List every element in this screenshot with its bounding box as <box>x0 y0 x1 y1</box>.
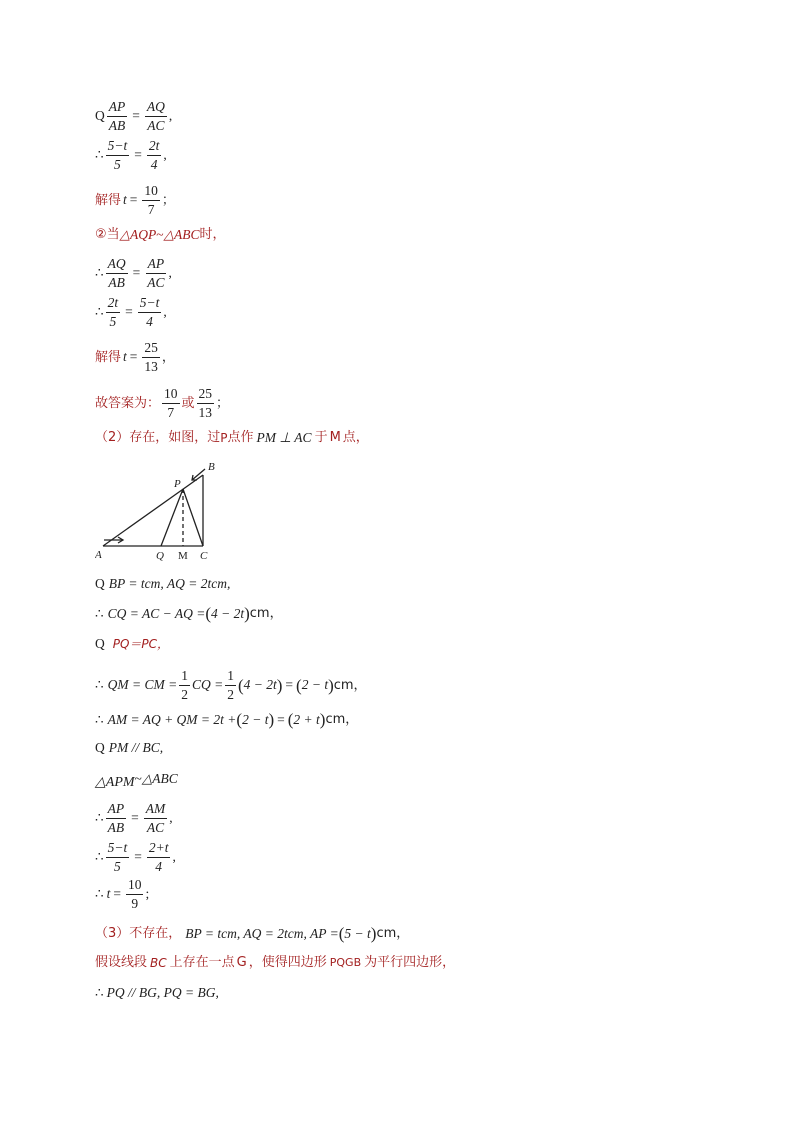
fraction: $\frac{10}{7}$ <box>164 386 178 420</box>
case-2-heading <box>95 228 226 242</box>
solution-line-2 <box>95 340 175 374</box>
equals-sign: = <box>277 711 285 727</box>
paren-expr: 2 − t <box>242 711 269 727</box>
proof-line-1 <box>95 99 172 133</box>
fraction: $\frac{2+t}{4}$ <box>148 840 169 874</box>
unit: cm， <box>376 926 410 941</box>
paren-expr: 4 − 2t <box>210 605 245 621</box>
proof-line-18 <box>95 840 176 874</box>
similar-symbol: ~ <box>156 227 164 242</box>
equals-sign: = <box>131 810 139 826</box>
because-symbol: Q <box>95 740 105 755</box>
part-3-heading: （3）不存在， BP = tcm, AQ = 2tcm, AP = ( 5 − t ) cm， <box>95 924 410 943</box>
equals-sign: = <box>129 349 138 365</box>
given-expr: BP = tcm, AQ = 2tcm, AP = <box>185 925 339 941</box>
assumption-text: 为平行四边形， <box>364 955 456 970</box>
punctuation: , <box>163 147 167 163</box>
fraction-ap-ab: $\frac{AP}{AB}$ <box>108 99 126 133</box>
fraction: $\frac{AP}{AB}$ <box>107 801 125 835</box>
part-2-text: 点作 <box>227 430 254 446</box>
or-word: 或 <box>181 395 195 411</box>
therefore-symbol: ∴ <box>95 147 104 163</box>
fraction: $\frac{10}{7}$ <box>144 183 158 217</box>
cq-expr: CQ = AC − AQ = <box>107 605 206 621</box>
because-symbol: Q <box>95 108 105 124</box>
cq-term: CQ = <box>191 677 224 693</box>
part-2-text: 点， <box>342 430 369 446</box>
proof-line-2 <box>95 138 167 172</box>
parallel-expr: PM // BC, <box>108 740 164 755</box>
punctuation: , <box>169 810 173 826</box>
unit: cm， <box>333 677 367 693</box>
therefore-symbol: ∴ <box>95 304 104 320</box>
fraction-aq-ac: $\frac{AQ}{AC}$ <box>146 99 165 133</box>
assumption-text: 假设线段 <box>95 955 148 970</box>
fraction: $\frac{5-t}{5}$ <box>107 138 128 172</box>
solution-line-1 <box>95 183 175 217</box>
variable-t: t <box>123 349 127 365</box>
fraction-half: $\frac{1}{2}$ <box>227 668 234 702</box>
punctuation: ； <box>216 395 230 411</box>
assumption-line <box>95 956 455 969</box>
proof-line-19 <box>95 877 149 911</box>
fraction-half: $\frac{1}{2}$ <box>181 668 188 702</box>
therefore-symbol: ∴ <box>95 985 104 1000</box>
punctuation: ; <box>145 886 150 902</box>
triangle-figure <box>95 458 230 566</box>
unit: cm， <box>249 606 283 621</box>
therefore-symbol: ∴ <box>95 849 104 865</box>
case-tail: 时， <box>199 227 226 243</box>
point-m: M <box>329 430 341 446</box>
point-p: P <box>220 430 228 445</box>
therefore-symbol: ∴ <box>95 265 104 281</box>
because-symbol: Q <box>95 636 105 651</box>
triangle-abc: △ABC <box>141 771 178 787</box>
proof-line-16 <box>95 771 178 790</box>
variable-t: t <box>106 886 111 902</box>
label-q: Q <box>156 550 164 562</box>
label-p: P <box>174 478 181 490</box>
fraction: $\frac{AQ}{AB}$ <box>107 256 126 290</box>
fraction: $\frac{AM}{AC}$ <box>145 801 166 835</box>
proof-line-14: ∴ AM = AQ + QM = 2t + ( 2 − t ) = ( 2 + t ) cm， <box>95 710 359 729</box>
solution-label: 解得 <box>95 349 122 365</box>
punctuation: ； <box>161 192 175 208</box>
segment-ab <box>103 475 203 546</box>
fraction: $\frac{2t}{4}$ <box>148 138 160 172</box>
part-2-text: 于 <box>314 430 328 446</box>
given-expr: BP = tcm, AQ = 2tcm, <box>108 576 231 591</box>
segment-bc-label: BC <box>150 955 167 970</box>
answer-line <box>95 386 229 420</box>
equals-sign: = <box>132 265 141 281</box>
therefore-symbol: ∴ <box>95 711 104 727</box>
assumption-text: ，使得四边形 <box>248 955 327 970</box>
proof-line-17 <box>95 801 173 835</box>
case-label: ②当 <box>95 227 120 243</box>
solution-label: 解得 <box>95 192 122 208</box>
point-g: G <box>236 955 247 970</box>
proof-line-12 <box>95 637 169 651</box>
proof-line-15 <box>95 741 163 755</box>
answer-label: 故答案为： <box>95 395 161 411</box>
pq-equals-pc: PQ＝PC， <box>112 636 170 651</box>
segment-pc <box>183 489 203 546</box>
punctuation: ， <box>161 349 175 365</box>
label-m: M <box>178 550 188 562</box>
punctuation: , <box>168 108 173 124</box>
fraction: $\frac{10}{9}$ <box>127 877 142 911</box>
therefore-symbol: ∴ <box>95 677 104 693</box>
proof-line-13: ∴ QM = CM = $\frac{1}{2}$ CQ = $\frac{1}{2}$ ( 4 − 2t ) = ( 2 − t ) cm， <box>95 668 367 702</box>
equals-sign: = <box>129 192 138 208</box>
paren-expr: 4 − 2t <box>243 677 277 693</box>
qm-expr: QM = CM = <box>107 677 178 693</box>
paren-expr: 5 − t <box>344 925 371 941</box>
paren-expr: 2 − t <box>301 677 329 693</box>
am-expr: AM = AQ + QM = 2t + <box>107 711 237 727</box>
therefore-symbol: ∴ <box>95 810 104 826</box>
proof-line-5 <box>95 256 172 290</box>
because-symbol: Q <box>95 576 105 591</box>
proof-line-11: ∴ CQ = AC − AQ = ( 4 − 2t ) cm， <box>95 604 283 623</box>
label-b: B <box>208 461 215 473</box>
fraction: $\frac{5-t}{4}$ <box>139 295 160 329</box>
fraction: $\frac{AP}{AC}$ <box>147 256 165 290</box>
therefore-symbol: ∴ <box>95 605 104 621</box>
part-2-heading <box>95 431 369 445</box>
fraction: $\frac{5-t}{5}$ <box>107 840 128 874</box>
parallel-equal-expr: PQ // BG, PQ = BG, <box>106 985 219 1000</box>
triangle-apm: △APM <box>95 775 135 790</box>
proof-line-10 <box>95 577 230 591</box>
triangle-abc: △ABC <box>163 227 200 242</box>
equals-sign: = <box>285 677 294 693</box>
triangle-aqp: △AQP <box>119 227 157 242</box>
punctuation: , <box>168 265 172 281</box>
label-a: A <box>95 549 102 561</box>
label-c: C <box>200 550 208 562</box>
variable-t: t <box>123 192 127 208</box>
equals-sign: = <box>132 108 140 124</box>
therefore-symbol: ∴ <box>95 886 104 902</box>
equals-sign: = <box>113 886 121 902</box>
fraction: $\frac{25}{13}$ <box>198 386 213 420</box>
fraction: $\frac{25}{13}$ <box>144 340 158 374</box>
assumption-text: 上存在一点 <box>169 955 235 970</box>
equals-sign: = <box>134 849 142 865</box>
part-2-text: （2）存在，如图，过 <box>95 430 221 446</box>
fraction: $\frac{2t}{5}$ <box>107 295 119 329</box>
similar-symbol: ~ <box>134 771 142 787</box>
punctuation: , <box>163 304 167 320</box>
unit: cm， <box>325 712 359 727</box>
part-3-text: （3）不存在， <box>95 926 182 941</box>
equals-sign: = <box>134 147 142 163</box>
proof-line-22 <box>95 986 219 1000</box>
proof-line-6 <box>95 295 167 329</box>
perpendicular-expr: PM ⊥ AC <box>256 430 312 445</box>
quadrilateral-pqgb: PQGB <box>329 956 362 969</box>
paren-expr: 2 + t <box>293 711 320 727</box>
punctuation: , <box>172 849 176 865</box>
equals-sign: = <box>125 304 133 320</box>
